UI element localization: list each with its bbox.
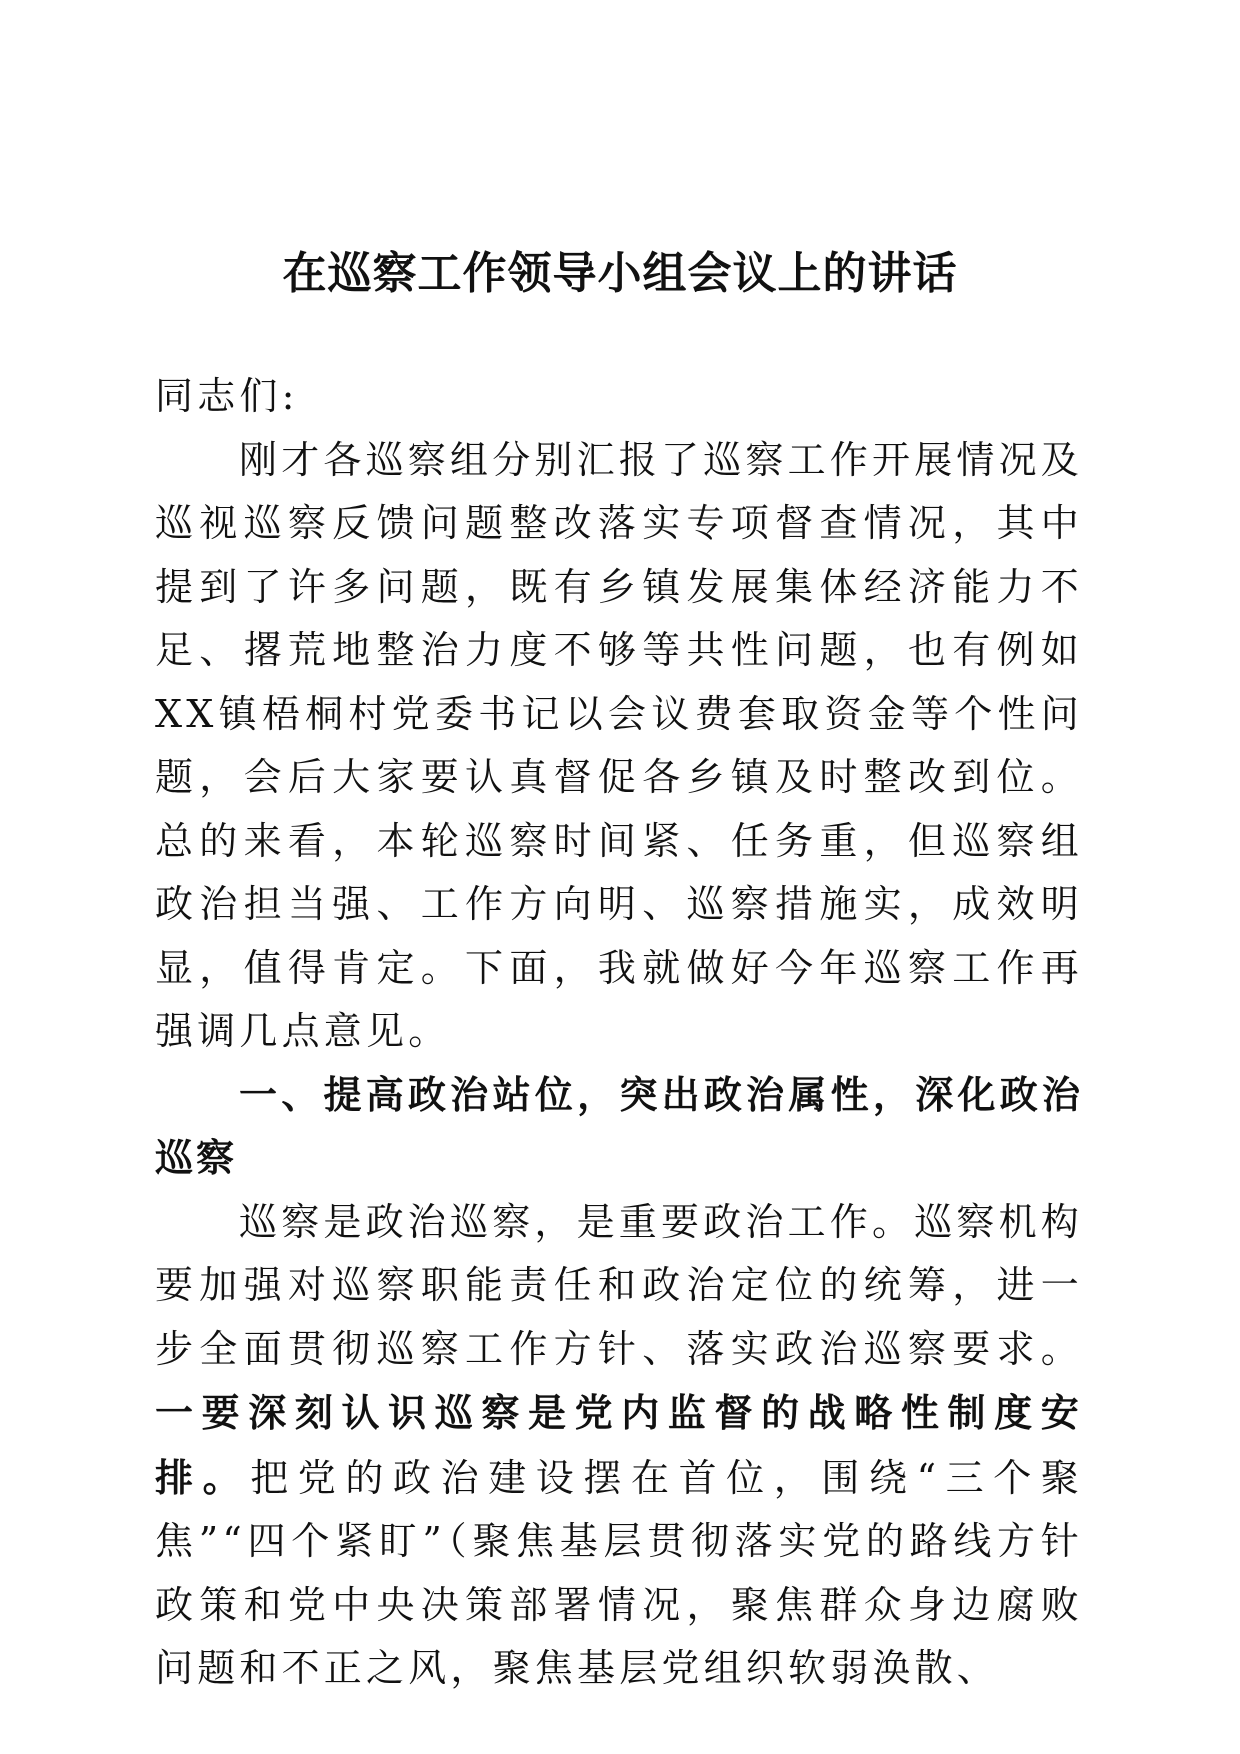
paragraph [155,1191,1083,1701]
paragraph-continued-text: 把党的政治建设摆在首位，围绕“三个聚焦”“四个紧盯”（聚焦基层贯彻落实党的路线方针政策和党中央决策部署情况，聚焦群众身边腐败问题和不正之风，聚焦基层党组织软弱涣散、 [155,1455,1083,1690]
section-heading: 一、提高政治站位，突出政治属性，深化政治巡察 [155,1072,1083,1180]
paragraph: 刚才各巡察组分别汇报了巡察工作开展情况及巡视巡察反馈问题整改落实专项督查情况，其中提到了许多问题，既有乡镇发展集体经济能力不足、撂荒地整治力度不够等共性问题，也有例如XX镇梧桐村党委书记以会议费套取资金等个性问题，会后大家要认真督促各乡镇及时整改到位。总的来看，本轮巡察时间紧、任务重，但巡察组政治担当强、工作方向明、巡察措施实，成效明显，值得肯定。下面，我就做好今年巡察工作再强调几点意见。 [155,437,1084,1053]
emphasis-text: 一要深刻认识巡察是党内监督的战略性制度安排。 [155,1390,1083,1500]
paragraph-lead-text: 巡察是政治巡察，是重要政治工作。巡察机构要加强对巡察职能责任和政治定位的统筹，进一步全面贯彻巡察工作方针、落实政治巡察要求。 [155,1199,1084,1371]
document-title: 在巡察工作领导小组会议上的讲话 [282,248,958,299]
salutation: 同志们: [155,374,299,418]
document-body [155,365,1083,1701]
